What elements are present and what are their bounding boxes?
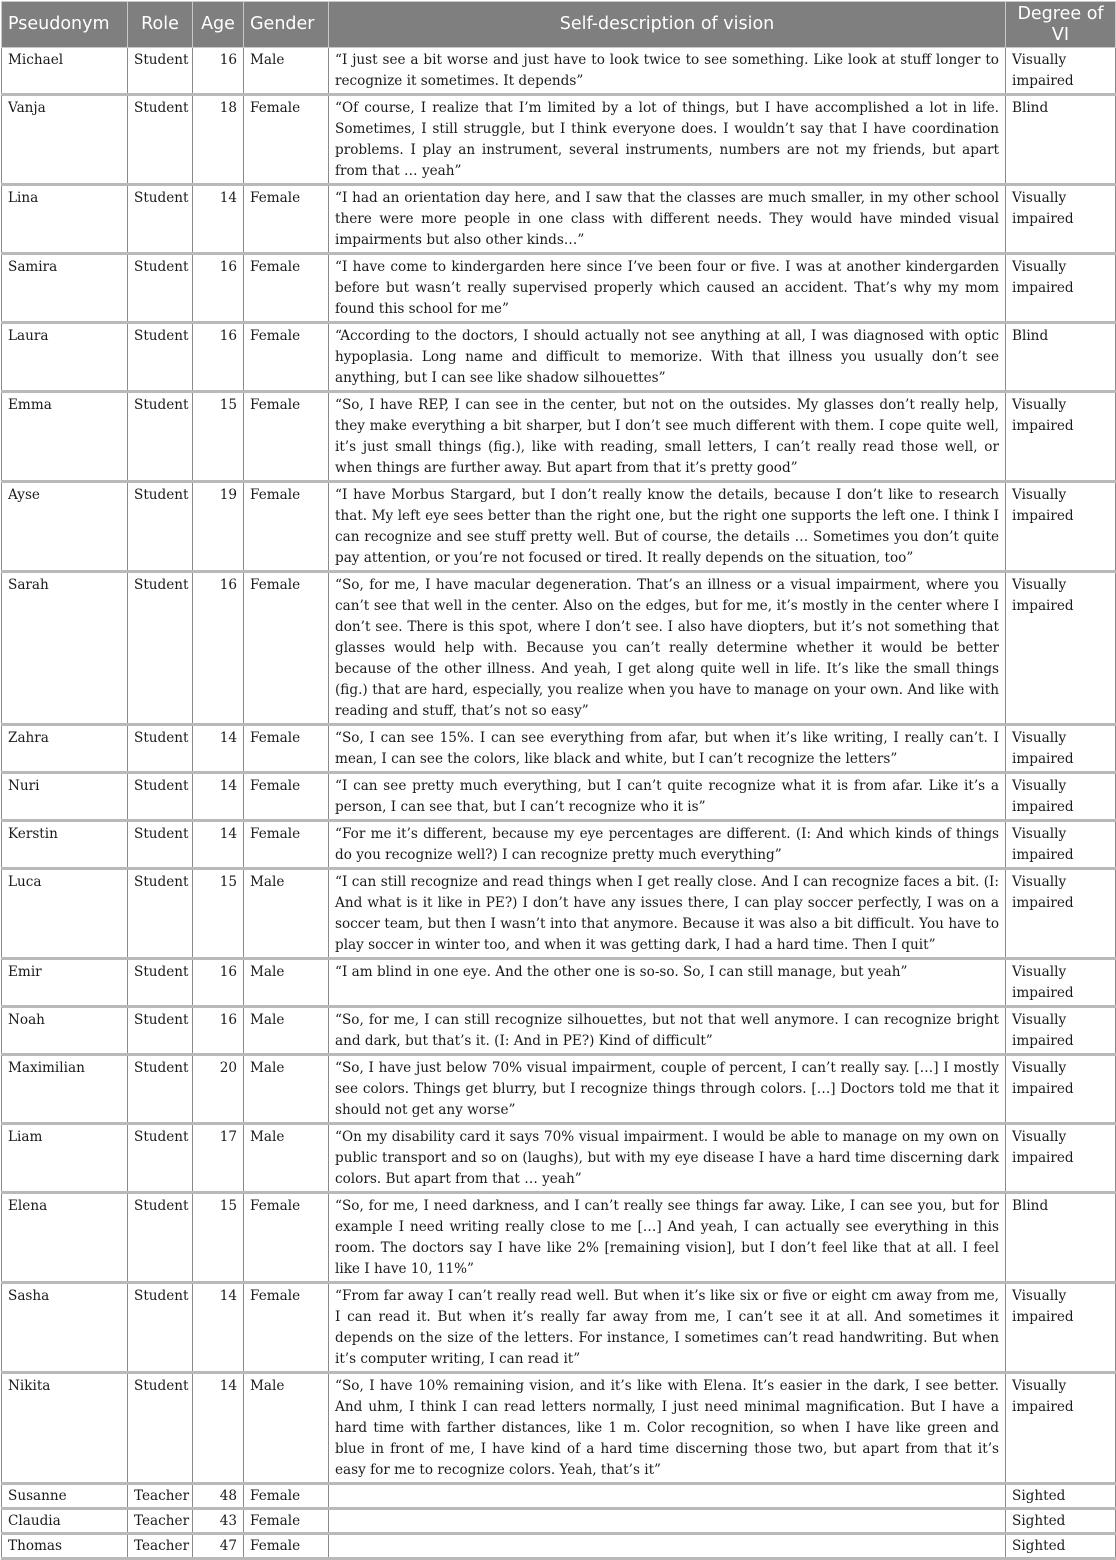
cell-degree-of-vi: Visually impaired [1006, 572, 1116, 725]
table-row [2, 1484, 1116, 1509]
cell-role: Student [128, 1124, 193, 1193]
cell-self-description: “I had an orientation day here, and I saw that the classes are much smaller, in my other school there were more people in one class with different needs. They would have minded visual impairments but also other kinds…” [329, 185, 1006, 254]
cell-gender: Male [244, 1055, 329, 1124]
cell-self-description [329, 1484, 1006, 1509]
table-header [2, 2, 1116, 48]
cell-pseudonym: Nikita [2, 1373, 128, 1484]
cell-gender: Female [244, 185, 329, 254]
cell-pseudonym: Laura [2, 323, 128, 392]
cell-role: Student [128, 725, 193, 773]
table-row [2, 185, 1116, 254]
cell-self-description: “From far away I can’t really read well. But when it’s like six or five or eight cm away from me, I can read it. But when it’s really far away from me, I can’t see it at all. And sometimes it depends on the size of the letters. For instance, I sometimes can’t read handwriting. But when it’s computer writing, I can read it” [329, 1283, 1006, 1373]
table-row [2, 1193, 1116, 1283]
cell-self-description: “I just see a bit worse and just have to look twice to see something. Like look at stuff longer to recognize it sometimes. It depends” [329, 48, 1006, 95]
table-row [2, 1534, 1116, 1559]
cell-self-description: “So, for me, I can still recognize silhouettes, but not that well anymore. I can recognize bright and dark, but that’s it. (I: And in PE?) Kind of difficult” [329, 1007, 1006, 1055]
cell-gender: Female [244, 254, 329, 323]
cell-self-description: “For me it’s different, because my eye percentages are different. (I: And which kinds of things do you recognize well?) I can recognize pretty much everything” [329, 821, 1006, 869]
cell-self-description: “So, I can see 15%. I can see everything from afar, but when it’s like writing, I really can’t. I mean, I can see the colors, like black and white, but I can’t recognize the letters” [329, 725, 1006, 773]
table-row [2, 48, 1116, 95]
cell-role: Student [128, 1193, 193, 1283]
cell-pseudonym: Claudia [2, 1509, 128, 1534]
header-age: Age [193, 2, 244, 48]
cell-role: Student [128, 959, 193, 1007]
cell-age: 15 [193, 392, 244, 482]
cell-self-description [329, 1509, 1006, 1534]
cell-pseudonym: Susanne [2, 1484, 128, 1509]
cell-degree-of-vi: Visually impaired [1006, 48, 1116, 95]
cell-pseudonym: Maximilian [2, 1055, 128, 1124]
cell-self-description: “So, for me, I have macular degeneration. That’s an illness or a visual impairment, where you can’t see that well in the center. Also on the edges, but for me, it’s mostly in the center where I don’t see. There is this spot, where I don’t see. I also have diopters, but it’s not something that glasses would help with. Because you can’t really determine whether it would be better because of the other illness. And yeah, I get along quite well in life. It’s like the small things (fig.) that are hard, especially, you realize when you have to manage on your own. And like with reading and stuff, that’s not so easy” [329, 572, 1006, 725]
cell-gender: Female [244, 773, 329, 821]
cell-degree-of-vi: Visually impaired [1006, 1007, 1116, 1055]
cell-pseudonym: Zahra [2, 725, 128, 773]
table-row [2, 869, 1116, 959]
cell-degree-of-vi: Visually impaired [1006, 254, 1116, 323]
cell-degree-of-vi: Visually impaired [1006, 1373, 1116, 1484]
cell-age: 48 [193, 1484, 244, 1509]
cell-degree-of-vi: Blind [1006, 323, 1116, 392]
table-row [2, 773, 1116, 821]
cell-age: 47 [193, 1534, 244, 1559]
cell-degree-of-vi: Visually impaired [1006, 1055, 1116, 1124]
cell-pseudonym: Kerstin [2, 821, 128, 869]
cell-age: 16 [193, 959, 244, 1007]
cell-role: Student [128, 48, 193, 95]
cell-self-description: “On my disability card it says 70% visual impairment. I would be able to manage on my own on public transport and so on (laughs), but with my eye disease I have a hard time discerning dark colors. But apart from that … yeah” [329, 1124, 1006, 1193]
cell-age: 16 [193, 1007, 244, 1055]
cell-pseudonym: Ayse [2, 482, 128, 572]
table-row [2, 1055, 1116, 1124]
cell-gender: Female [244, 1534, 329, 1559]
table-row [2, 95, 1116, 185]
header-row [2, 2, 1116, 48]
cell-role: Student [128, 1283, 193, 1373]
cell-degree-of-vi: Sighted [1006, 1534, 1116, 1559]
cell-role: Student [128, 1007, 193, 1055]
cell-pseudonym: Vanja [2, 95, 128, 185]
cell-role: Student [128, 254, 193, 323]
cell-degree-of-vi: Sighted [1006, 1509, 1116, 1534]
cell-self-description: “So, I have REP, I can see in the center, but not on the outsides. My glasses don’t really help, they make everything a bit sharper, but I don’t see much different with them. I cope quite well, it’s just small things (fig.), like with reading, small letters, I can’t really read those well, or when things are further away. But apart from that it’s pretty good” [329, 392, 1006, 482]
cell-role: Student [128, 185, 193, 254]
table-row [2, 254, 1116, 323]
cell-age: 17 [193, 1124, 244, 1193]
cell-age: 14 [193, 185, 244, 254]
cell-role: Student [128, 95, 193, 185]
table-row [2, 572, 1116, 725]
table-row [2, 821, 1116, 869]
cell-gender: Male [244, 1124, 329, 1193]
cell-degree-of-vi: Visually impaired [1006, 185, 1116, 254]
table-row [2, 1124, 1116, 1193]
cell-self-description: “I have Morbus Stargard, but I don’t really know the details, because I don’t like to research that. My left eye sees better than the right one, but the right one supports the left one. I think I can recognize and see stuff pretty well. But of course, the details … Sometimes you don’t quite pay attention, or you’re not focused or tired. It really depends on the situation, too” [329, 482, 1006, 572]
cell-age: 14 [193, 821, 244, 869]
cell-gender: Female [244, 1484, 329, 1509]
table-row [2, 392, 1116, 482]
cell-role: Teacher [128, 1534, 193, 1559]
cell-gender: Female [244, 821, 329, 869]
cell-degree-of-vi: Visually impaired [1006, 482, 1116, 572]
cell-self-description: “So, I have 10% remaining vision, and it’s like with Elena. It’s easier in the dark, I see better. And uhm, I think I can read letters normally, I just need minimal magnification. But I have a hard time with farther distances, like 1 m. Color recognition, so when I have like green and blue in front of me, I have kind of a hard time discerning those two, but apart from that it’s easy for me to recognize colors. Yeah, that’s it” [329, 1373, 1006, 1484]
cell-age: 15 [193, 869, 244, 959]
cell-age: 14 [193, 1373, 244, 1484]
cell-pseudonym: Liam [2, 1124, 128, 1193]
participants-table [1, 1, 1116, 1560]
cell-degree-of-vi: Visually impaired [1006, 392, 1116, 482]
cell-gender: Female [244, 572, 329, 725]
cell-gender: Male [244, 1007, 329, 1055]
cell-degree-of-vi: Sighted [1006, 1484, 1116, 1509]
cell-gender: Female [244, 1283, 329, 1373]
table-row [2, 1509, 1116, 1534]
table-row [2, 1373, 1116, 1484]
table-row [2, 323, 1116, 392]
cell-pseudonym: Elena [2, 1193, 128, 1283]
cell-gender: Male [244, 869, 329, 959]
cell-degree-of-vi: Visually impaired [1006, 773, 1116, 821]
cell-pseudonym: Noah [2, 1007, 128, 1055]
cell-gender: Male [244, 48, 329, 95]
cell-self-description [329, 1534, 1006, 1559]
cell-role: Student [128, 482, 193, 572]
header-self-description: Self-description of vision [329, 2, 1006, 48]
cell-age: 15 [193, 1193, 244, 1283]
cell-age: 16 [193, 323, 244, 392]
header-gender: Gender [244, 2, 329, 48]
cell-degree-of-vi: Visually impaired [1006, 959, 1116, 1007]
table-row [2, 1283, 1116, 1373]
cell-age: 14 [193, 725, 244, 773]
cell-role: Student [128, 869, 193, 959]
cell-degree-of-vi: Visually impaired [1006, 1124, 1116, 1193]
cell-gender: Female [244, 95, 329, 185]
cell-pseudonym: Sarah [2, 572, 128, 725]
cell-age: 20 [193, 1055, 244, 1124]
cell-age: 16 [193, 572, 244, 725]
cell-self-description: “I have come to kindergarden here since I’ve been four or five. I was at another kindergarden before but wasn’t really supervised properly which caused an accident. That’s why my mom found this school for me” [329, 254, 1006, 323]
cell-role: Teacher [128, 1509, 193, 1534]
cell-degree-of-vi: Blind [1006, 1193, 1116, 1283]
cell-self-description: “I can still recognize and read things when I get really close. And I can recognize faces a bit. (I: And what is it like in PE?) I don’t have any issues there, I can play soccer perfectly, I was on a soccer team, but then I wasn’t into that anymore. Because it was also a bit difficult. You have to play soccer in winter too, and when it was getting dark, I had a hard time. Then I quit” [329, 869, 1006, 959]
table-body [2, 48, 1116, 1559]
cell-role: Student [128, 821, 193, 869]
cell-age: 19 [193, 482, 244, 572]
header-degree-of-vi: Degree of VI [1006, 2, 1116, 48]
table-row [2, 1007, 1116, 1055]
cell-role: Student [128, 773, 193, 821]
cell-self-description: “I can see pretty much everything, but I can’t quite recognize what it is from afar. Like it’s a person, I can see that, but I can’t recognize who it is” [329, 773, 1006, 821]
cell-role: Student [128, 1373, 193, 1484]
cell-pseudonym: Thomas [2, 1534, 128, 1559]
cell-pseudonym: Nuri [2, 773, 128, 821]
cell-pseudonym: Michael [2, 48, 128, 95]
cell-role: Teacher [128, 1484, 193, 1509]
cell-gender: Female [244, 482, 329, 572]
cell-degree-of-vi: Visually impaired [1006, 869, 1116, 959]
cell-role: Student [128, 392, 193, 482]
cell-degree-of-vi: Visually impaired [1006, 821, 1116, 869]
cell-gender: Male [244, 959, 329, 1007]
cell-age: 16 [193, 48, 244, 95]
cell-age: 14 [193, 773, 244, 821]
cell-age: 43 [193, 1509, 244, 1534]
cell-gender: Male [244, 1373, 329, 1484]
cell-self-description: “So, for me, I need darkness, and I can’t really see things far away. Like, I can see you, but for example I need writing really close to me […] And yeah, I can actually see everything in this room. The doctors say I have like 2% [remaining vision], but I don’t feel like that at all. I feel like I have 10, 11%” [329, 1193, 1006, 1283]
cell-pseudonym: Luca [2, 869, 128, 959]
cell-gender: Female [244, 323, 329, 392]
cell-pseudonym: Lina [2, 185, 128, 254]
cell-pseudonym: Samira [2, 254, 128, 323]
header-role: Role [128, 2, 193, 48]
cell-self-description: “So, I have just below 70% visual impairment, couple of percent, I can’t really say. […] I mostly see colors. Things get blurry, but I recognize things through colors. […] Doctors told me that it should not get any worse” [329, 1055, 1006, 1124]
cell-self-description: “I am blind in one eye. And the other one is so-so. So, I can still manage, but yeah” [329, 959, 1006, 1007]
cell-gender: Female [244, 1193, 329, 1283]
cell-age: 14 [193, 1283, 244, 1373]
table-row [2, 725, 1116, 773]
cell-self-description: “According to the doctors, I should actually not see anything at all, I was diagnosed with optic hypoplasia. Long name and difficult to memorize. With that illness you usually don’t see anything, but I can see like shadow silhouettes” [329, 323, 1006, 392]
cell-gender: Female [244, 725, 329, 773]
table-row [2, 482, 1116, 572]
cell-pseudonym: Emir [2, 959, 128, 1007]
cell-age: 16 [193, 254, 244, 323]
cell-pseudonym: Sasha [2, 1283, 128, 1373]
cell-degree-of-vi: Blind [1006, 95, 1116, 185]
cell-gender: Female [244, 392, 329, 482]
cell-role: Student [128, 1055, 193, 1124]
cell-self-description: “Of course, I realize that I’m limited by a lot of things, but I have accomplished a lot in life. Sometimes, I still struggle, but I think everyone does. I wouldn’t say that I have coordination problems. I play an instrument, several instruments, numbers are not my friends, but apart from that … yeah” [329, 95, 1006, 185]
cell-gender: Female [244, 1509, 329, 1534]
header-pseudonym: Pseudonym [2, 2, 128, 48]
cell-pseudonym: Emma [2, 392, 128, 482]
cell-role: Student [128, 572, 193, 725]
cell-age: 18 [193, 95, 244, 185]
cell-degree-of-vi: Visually impaired [1006, 725, 1116, 773]
cell-role: Student [128, 323, 193, 392]
table-row [2, 959, 1116, 1007]
cell-degree-of-vi: Visually impaired [1006, 1283, 1116, 1373]
